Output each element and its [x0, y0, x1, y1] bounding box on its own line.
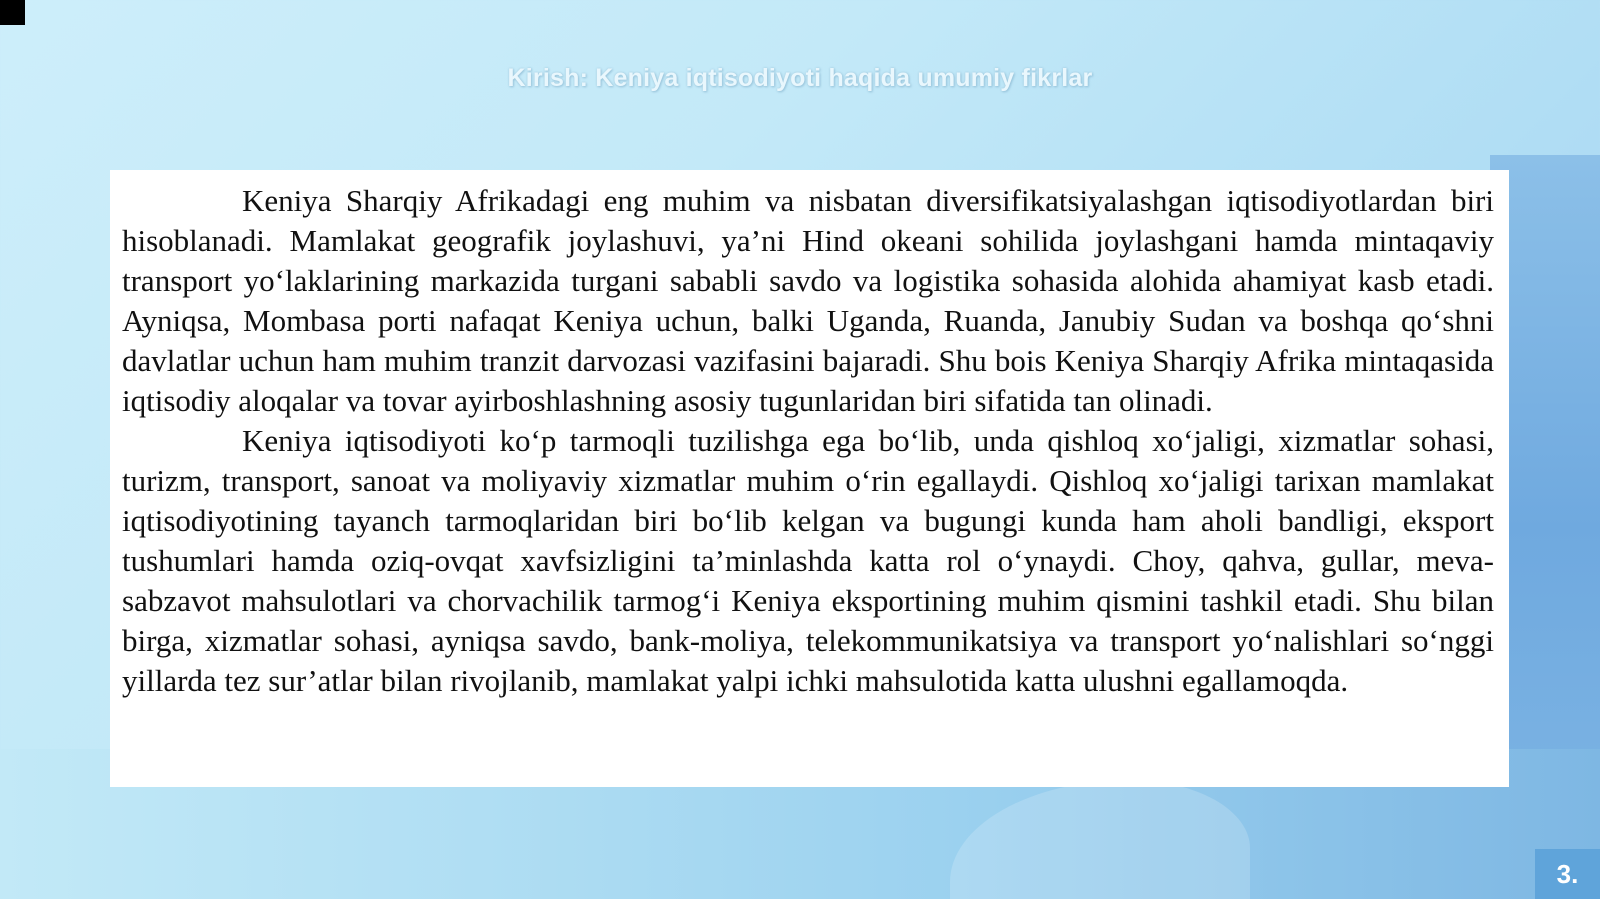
page-number: 3.: [1535, 849, 1600, 899]
paragraph-1: Keniya Sharqiy Afrikadagi eng muhim va nisbatan diversifikatsiyalashgan iqtisodiyotlardan biri hisoblanadi. Mamlakat geografik joylashuvi, ya’ni Hind okeani sohilida joylashgani hamda mintaqaviy transport yo‘laklarining markazida turgani sababli savdo va logistika sohasida alohida ahamiyat kasb etadi. Ayniqsa, Mombasa porti nafaqat Keniya uchun, balki Uganda, Ruanda, Janubiy Sudan va boshqa qo‘shni davlatlar uchun ham muhim tranzit darvozasi vazifasini bajaradi. Shu bois Keniya Sharqiy Afrika mintaqasida iqtisodiy aloqalar va tovar ayirboshlashning asosiy tugunlaridan biri sifatida tan olinadi.: [122, 183, 1494, 418]
paragraph-2: Keniya iqtisodiyoti ko‘p tarmoqli tuzilishga ega bo‘lib, unda qishloq xo‘jaligi, xizmatlar sohasi, turizm, transport, sanoat va moliyaviy xizmatlar muhim o‘rin egallaydi. Qishloq xo‘jaligi tarixan mamlakat iqtisodiyotining tayanch tarmoqlaridan biri bo‘lib kelgan va bugungi kunda ham aholi bandligi, eksport tushumlari hamda oziq-ovqat xavfsizligini ta’minlashda katta rol o‘ynaydi. Choy, qahva, gullar, meva-sabzavot mahsulotlari va chorvachilik tarmog‘i Keniya eksportining muhim qismini tashkil etadi. Shu bilan birga, xizmatlar sohasi, ayniqsa savdo, bank-moliya, telekommunikatsiya va transport yo‘nalishlari so‘nggi yillarda tez sur’atlar bilan rivojlanib, mamlakat yalpi ichki mahsulotida katta ulushni egallamoqda.: [122, 423, 1494, 698]
slide-content-box: [110, 170, 1509, 787]
corner-marker: [0, 0, 25, 25]
slide-title: Kirish: Keniya iqtisodiyoti haqida umumiy fikrlar: [507, 64, 1093, 92]
